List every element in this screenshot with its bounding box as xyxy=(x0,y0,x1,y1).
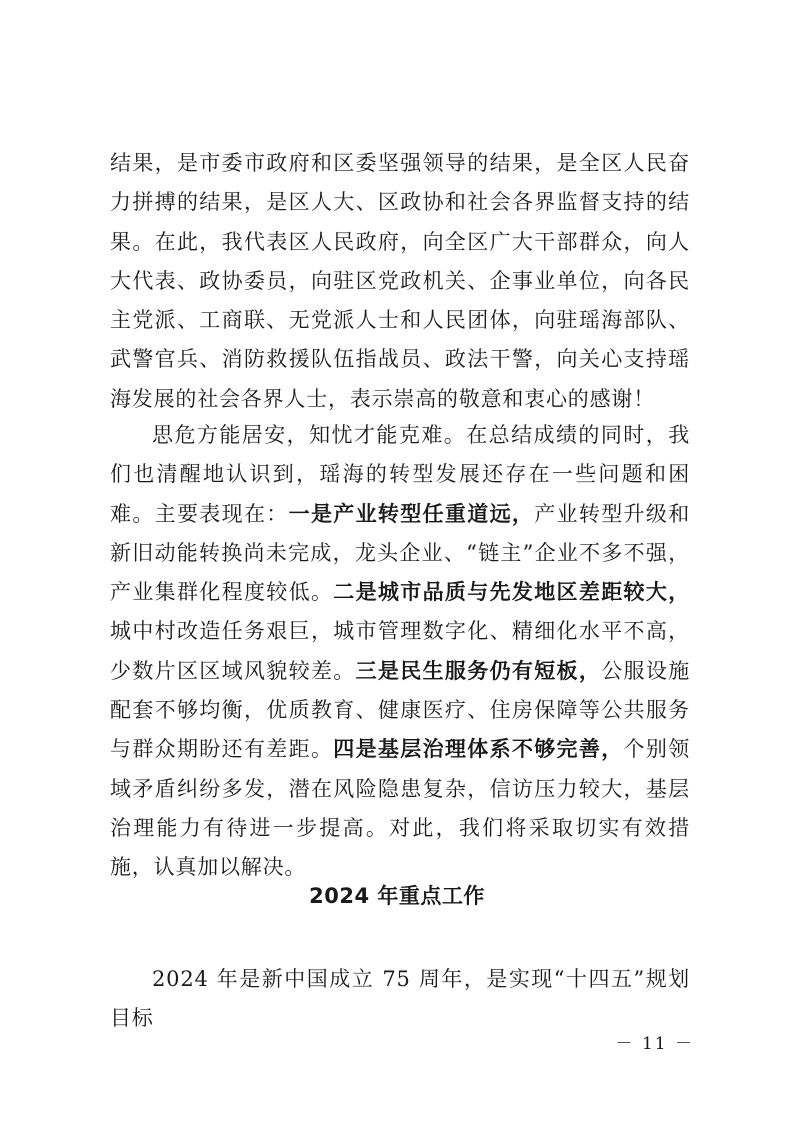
point-4-text: 个别领域矛盾纠纷多发，潜在风险隐患复杂，信访压力较大，基层治理能力有待进一步提高。对此，我们将采取切实有效措施，认真加以解决。 xyxy=(110,737,691,880)
paragraph-2024-intro: 2024 年是新中国成立 75 周年，是实现“十四五”规划目标 xyxy=(110,967,690,1031)
point-2-heading: 二是城市品质与先发地区差距较大， xyxy=(333,580,690,605)
point-3-heading: 三是民生服务仍有短板， xyxy=(355,658,602,683)
section-heading: 2024 年重点工作 xyxy=(309,884,485,908)
point-1-text: 产业转型升级和新旧动能转换尚未完成，龙头企业、“链主”企业不多不强，产业集群化程度较低。 xyxy=(110,501,690,605)
point-3-text: 公服设施配套不够均衡，优质教育、健康医疗、住房保障等公共服务与群众期盼还有差距。 xyxy=(110,658,690,762)
problems-intro: 思危方能居安，知忧才能克难。在总结成绩的同时，我们也清醒地认识到，瑶海的转型发展还存在一些问题和困难。主要表现在： xyxy=(110,423,690,526)
paragraph-acknowledgements: 结果，是市委市政府和区委坚强领导的结果，是全区人民奋力拼搏的结果，是区人大、区政协和社会各界监督支持的结果。在此，我代表区人民政府，向全区广大干部群众，向人大代表、政协委员，向驻区党政机关、企事业单位，向各民主党派、工商联、无党派人士和人民团体，向驻瑶海部队、武警官兵、消防救援队伍指战员、政法干警，向关心支持瑶海发展的社会各界人士，表示崇高的敬意和衷心的感谢！ xyxy=(110,151,690,411)
point-2-text: 城中村改造任务艰巨，城市管理数字化、精细化水平不高，少数片区区域风貌较差。 xyxy=(110,619,690,683)
paragraph-problems xyxy=(110,416,690,888)
page-number: － 11 － xyxy=(615,1034,694,1054)
point-4-heading: 四是基层治理体系不够完善， xyxy=(333,737,624,762)
point-1-heading: 一是产业转型任重道远， xyxy=(288,501,535,526)
